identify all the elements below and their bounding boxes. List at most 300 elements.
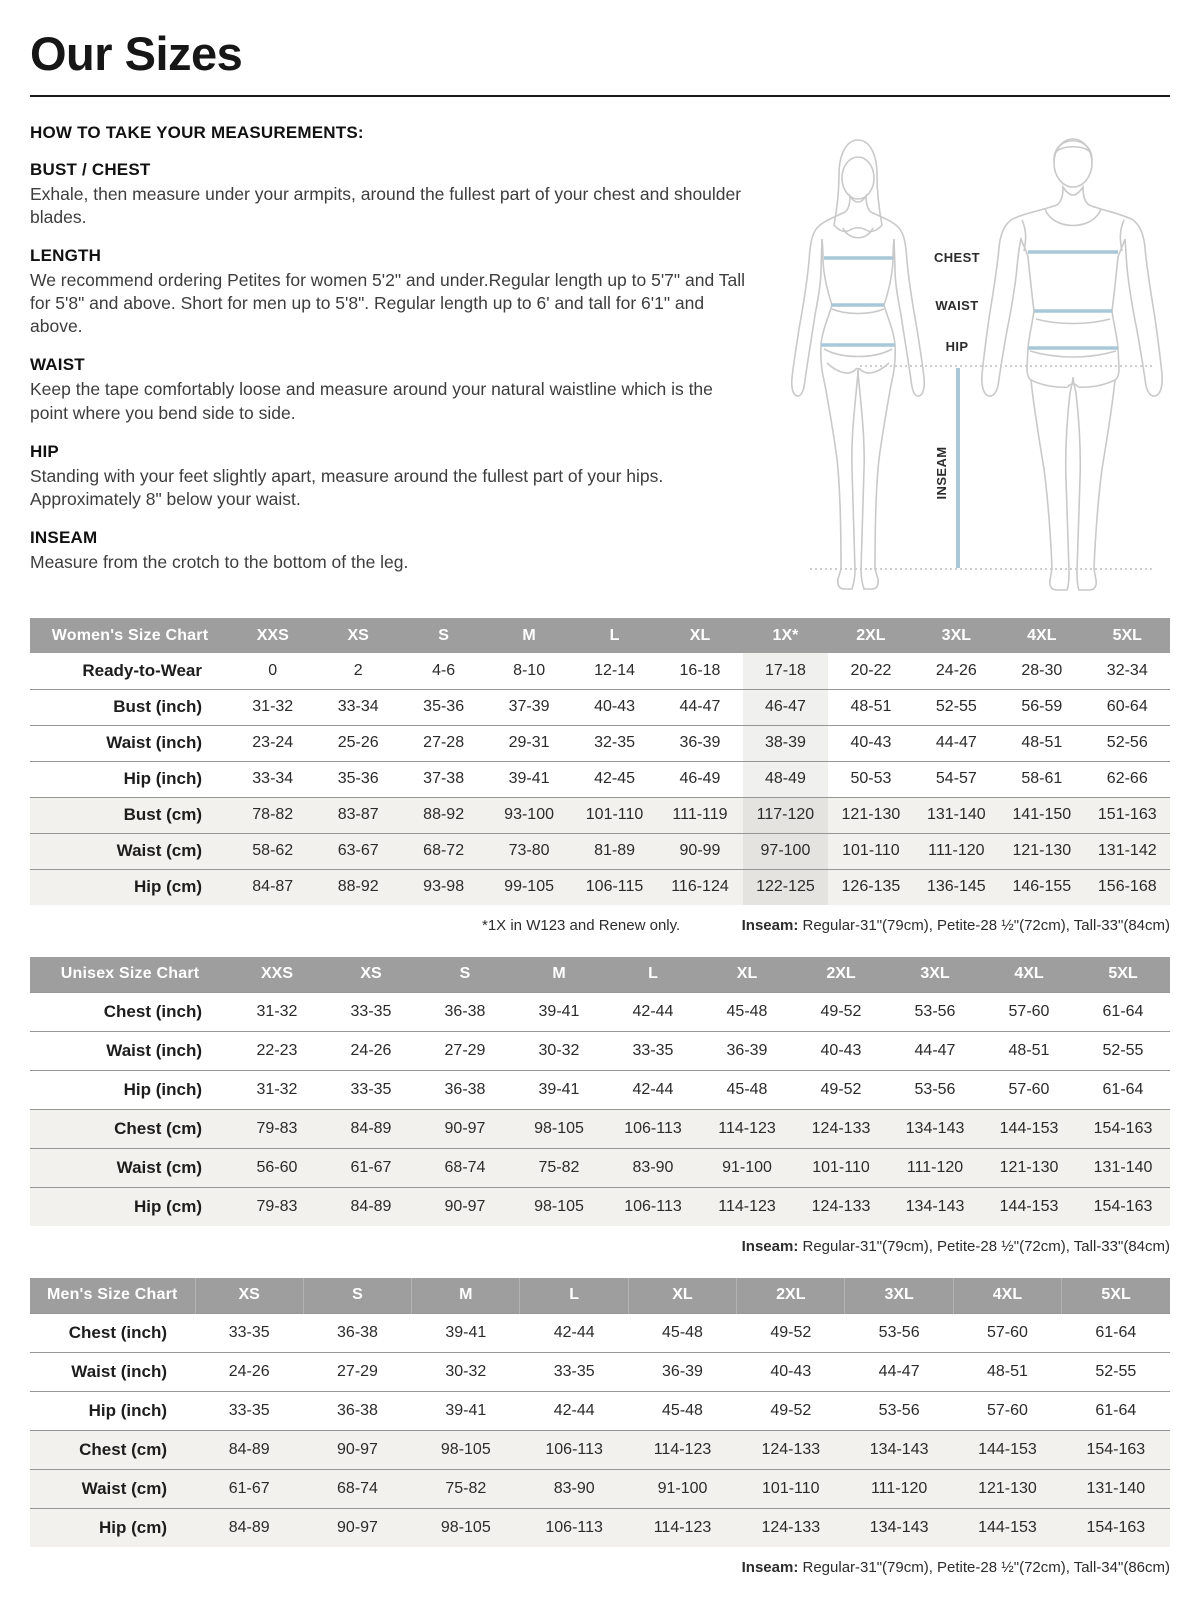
size-cell: 32-35 (594, 734, 635, 751)
woman-outline (792, 140, 925, 589)
size-cell: 61-64 (1102, 1002, 1144, 1020)
table-row (30, 1148, 1170, 1187)
table-row (30, 797, 1170, 833)
row-label: Waist (cm) (81, 1478, 167, 1498)
size-cell: 33-35 (632, 1041, 674, 1059)
column-header: XL (700, 957, 794, 992)
table-header-row (30, 957, 1170, 992)
size-cell: 35-36 (423, 698, 465, 715)
inseam-note-text: Regular-31"(79cm), Petite-28 ½"(72cm), Tall-33"(84cm) (798, 917, 1170, 934)
column-header: 5XL (1085, 618, 1170, 653)
unisex-size-chart (30, 957, 1170, 1226)
woman-body (792, 196, 925, 589)
size-cell: 84-89 (228, 1440, 270, 1458)
size-cell: 54-57 (935, 770, 977, 787)
section-inseam (30, 528, 754, 574)
size-cell: 93-98 (423, 878, 465, 896)
section-title: INSEAM (30, 527, 98, 547)
row-label: Hip (cm) (134, 1196, 202, 1216)
size-cell: 146-155 (1012, 878, 1072, 896)
size-cell: 98-105 (534, 1119, 584, 1137)
size-cell: 58-62 (252, 842, 294, 859)
size-cell: 33-35 (228, 1323, 270, 1341)
column-header: M (486, 618, 571, 653)
size-cell: 53-56 (878, 1323, 920, 1341)
size-cell: 37-38 (423, 770, 465, 787)
size-cell: 154-163 (1086, 1518, 1146, 1536)
size-cell: 61-67 (228, 1479, 270, 1497)
size-cell: 122-125 (743, 869, 828, 905)
mens-table-notes (30, 1559, 1170, 1576)
woman-face (842, 157, 874, 199)
size-cell: 40-43 (770, 1362, 812, 1380)
size-cell: 44-47 (935, 734, 977, 751)
section-title: BUST / CHEST (30, 160, 151, 179)
womens-inseam-note (742, 917, 1170, 934)
size-cell: 48-51 (987, 1362, 1028, 1380)
size-cell: 90-97 (444, 1119, 486, 1137)
size-cell: 106-113 (624, 1197, 682, 1215)
size-cell: 17-18 (743, 653, 828, 689)
row-label: Hip (cm) (134, 877, 202, 897)
column-header: 2XL (737, 1278, 845, 1313)
size-cell: 20-22 (850, 661, 892, 679)
woman-neckline (843, 228, 873, 238)
inseam-note-label: Inseam: (741, 1238, 799, 1255)
size-cell: 46-47 (743, 689, 828, 725)
size-cell: 111-119 (672, 806, 728, 823)
size-cell: 61-64 (1102, 1080, 1144, 1098)
size-cell: 97-100 (743, 833, 828, 869)
size-cell: 49-52 (770, 1323, 812, 1341)
row-label: Chest (cm) (79, 1439, 167, 1459)
column-header: L (520, 1278, 628, 1313)
table-row (30, 1469, 1170, 1508)
size-cell: 154-163 (1086, 1440, 1146, 1458)
size-cell: 57-60 (1008, 1080, 1050, 1098)
size-cell: 131-140 (926, 806, 986, 823)
size-cell: 52-55 (1102, 1041, 1144, 1059)
section-body: Standing with your feet slightly apart, measure around the fullest part of your hips. Approximately 8" below your waist. (30, 465, 664, 509)
size-cell: 35-36 (337, 770, 379, 787)
section-body: Measure from the crotch to the bottom of the leg. (30, 551, 409, 572)
column-header: 5XL (1076, 957, 1170, 992)
size-cell: 114-123 (718, 1197, 776, 1215)
column-header: S (303, 1278, 411, 1313)
table-row (30, 1352, 1170, 1391)
man-hair (1054, 141, 1092, 161)
size-cell: 16-18 (679, 661, 721, 679)
size-cell: 124-133 (761, 1518, 821, 1536)
row-label: Waist (cm) (116, 1157, 202, 1177)
unisex-table-notes (30, 1238, 1170, 1255)
row-label: Bust (cm) (123, 805, 202, 824)
column-header: XS (315, 618, 400, 653)
column-header: XXS (230, 957, 324, 992)
size-cell: 99-105 (504, 878, 554, 896)
size-cell: 121-130 (978, 1479, 1037, 1497)
size-cell: 49-52 (820, 1002, 862, 1020)
section-bust-chest (30, 160, 754, 229)
size-cell: 8-10 (513, 661, 546, 679)
size-cell: 52-55 (1095, 1362, 1137, 1380)
womens-table-notes (30, 917, 1170, 934)
woman-bottom-waistband (824, 349, 892, 357)
table-header-row (30, 618, 1170, 653)
size-cell: 144-153 (978, 1440, 1037, 1458)
size-cell: 48-49 (743, 761, 828, 797)
size-cell: 32-34 (1106, 661, 1148, 679)
size-cell: 33-34 (337, 698, 379, 715)
size-cell: 25-26 (337, 734, 379, 751)
size-cell: 91-100 (722, 1158, 772, 1176)
size-cell: 40-43 (820, 1041, 862, 1059)
size-cell: 36-38 (337, 1401, 378, 1419)
size-cell: 134-143 (869, 1440, 929, 1458)
row-label: Waist (cm) (116, 841, 202, 860)
size-cell: 68-74 (337, 1479, 378, 1497)
size-cell: 0 (268, 661, 278, 679)
size-cell: 31-32 (256, 1002, 298, 1020)
size-cell: 141-150 (1012, 806, 1072, 823)
column-header: 4XL (953, 1278, 1061, 1313)
size-cell: 111-120 (906, 1158, 964, 1176)
size-cell: 151-163 (1097, 806, 1157, 823)
section-body: We recommend ordering Petites for women 5'2" and under.Regular length up to 5'7" and Tall for 5'8" and above. Short for men up to 5'8". Regular length up to 6' and tall for 6'1" and above. (30, 270, 745, 337)
size-cell: 36-39 (726, 1041, 768, 1059)
size-cell: 83-90 (632, 1158, 674, 1176)
size-cell: 52-56 (1106, 734, 1148, 751)
column-header: 2XL (828, 618, 913, 653)
column-header: S (401, 618, 486, 653)
size-cell: 75-82 (445, 1479, 487, 1497)
size-cell: 36-38 (444, 1002, 486, 1020)
column-header: 3XL (888, 957, 982, 992)
size-cell: 33-35 (553, 1362, 595, 1380)
size-cell: 33-35 (350, 1080, 392, 1098)
column-header: 4XL (999, 618, 1084, 653)
size-cell: 31-32 (256, 1080, 298, 1098)
size-cell: 68-74 (444, 1158, 486, 1176)
inseam-note-label: Inseam: (741, 1559, 799, 1576)
size-cell: 75-82 (538, 1158, 580, 1176)
size-cell: 44-47 (878, 1362, 920, 1380)
page-title: Our Sizes (30, 27, 243, 80)
table-row (30, 1187, 1170, 1226)
section-length (30, 246, 754, 338)
size-cell: 57-60 (987, 1401, 1028, 1419)
column-header: 1X* (743, 618, 828, 653)
size-cell: 111-120 (928, 842, 985, 859)
size-cell: 144-153 (978, 1518, 1037, 1536)
size-cell: 61-64 (1095, 1401, 1137, 1419)
mens-inseam-note (742, 1559, 1170, 1576)
womens-size-chart (30, 618, 1170, 905)
size-cell: 52-55 (935, 698, 977, 715)
size-cell: 78-82 (252, 806, 294, 823)
size-cell: 49-52 (820, 1080, 862, 1098)
size-cell: 134-143 (869, 1518, 929, 1536)
table-title: Unisex Size Chart (30, 957, 230, 992)
size-cell: 114-123 (653, 1440, 712, 1458)
column-header: 3XL (845, 1278, 953, 1313)
size-cell: 24-26 (935, 661, 977, 679)
column-header: XS (324, 957, 418, 992)
column-header: L (606, 957, 700, 992)
size-cell: 93-100 (504, 806, 554, 823)
size-cell: 88-92 (423, 806, 465, 823)
section-title: LENGTH (30, 246, 102, 266)
size-cell: 37-39 (508, 698, 550, 715)
size-cell: 91-100 (657, 1479, 708, 1497)
body-measurement-figure (760, 121, 1170, 591)
size-cell: 83-87 (337, 806, 379, 823)
size-cell: 49-52 (770, 1401, 812, 1419)
size-cell: 30-32 (538, 1041, 580, 1059)
size-cell: 154-163 (1093, 1119, 1153, 1137)
table-row (30, 1109, 1170, 1148)
inseam-note-text: Regular-31"(79cm), Petite-28 ½"(72cm), Tall-33"(84cm) (798, 1238, 1170, 1255)
table-row (30, 869, 1170, 905)
column-header: S (418, 957, 512, 992)
column-header: M (412, 1278, 520, 1313)
size-cell: 48-51 (1021, 734, 1063, 751)
mens-size-chart (30, 1278, 1170, 1547)
size-cell: 73-80 (508, 842, 550, 859)
size-cell: 24-26 (228, 1362, 270, 1380)
table-row (30, 653, 1170, 689)
size-cell: 36-38 (444, 1080, 486, 1098)
man-armholes (1022, 220, 1124, 251)
size-cell: 42-44 (553, 1323, 595, 1341)
size-cell: 81-89 (594, 842, 635, 859)
table-row (30, 833, 1170, 869)
size-cell: 57-60 (1008, 1002, 1050, 1020)
intro-section (30, 121, 1170, 596)
column-header: 2XL (794, 957, 888, 992)
man-body (982, 187, 1162, 590)
unisex-inseam-note (742, 1238, 1170, 1255)
man-shorts-waistband (1030, 351, 1116, 357)
size-cell: 84-89 (350, 1197, 392, 1215)
row-label: Bust (inch) (113, 697, 202, 716)
size-cell: 28-30 (1021, 661, 1063, 679)
size-cell: 39-41 (445, 1323, 487, 1341)
man-neckline (1045, 209, 1101, 226)
table-row (30, 1391, 1170, 1430)
size-cell: 38-39 (743, 725, 828, 761)
waist-label: WAIST (935, 298, 979, 313)
inseam-note-text: Regular-31"(79cm), Petite-28 ½"(72cm), Tall-34"(86cm) (798, 1559, 1170, 1576)
section-title: HIP (30, 441, 59, 461)
section-body: Exhale, then measure under your armpits, around the fullest part of your chest and shoulder blades. (30, 184, 742, 228)
size-cell: 68-72 (423, 842, 465, 859)
size-cell: 90-99 (679, 842, 721, 859)
size-cell: 48-51 (850, 698, 892, 715)
column-header: L (572, 618, 657, 653)
table-header-row (30, 1278, 1170, 1313)
table-row (30, 1313, 1170, 1352)
size-cell: 44-47 (679, 698, 721, 715)
womens-footnote: *1X in W123 and Renew only. (482, 917, 681, 934)
size-cell: 98-105 (534, 1197, 584, 1215)
man-top-hem (1036, 319, 1110, 324)
size-cell: 39-41 (508, 770, 550, 787)
size-cell: 144-153 (999, 1197, 1059, 1215)
size-cell: 90-97 (444, 1197, 486, 1215)
size-cell: 106-113 (545, 1518, 603, 1536)
size-cell: 31-32 (252, 698, 294, 715)
size-cell: 40-43 (594, 698, 635, 715)
size-cell: 131-140 (1093, 1158, 1153, 1176)
size-cell: 39-41 (538, 1080, 580, 1098)
size-cell: 106-115 (585, 878, 644, 896)
size-cell: 42-45 (594, 770, 635, 787)
size-cell: 4-6 (432, 661, 456, 679)
size-cell: 30-32 (445, 1362, 487, 1380)
column-header: 4XL (982, 957, 1076, 992)
size-cell: 114-123 (718, 1119, 776, 1137)
column-header: XS (195, 1278, 303, 1313)
section-title: WAIST (30, 355, 85, 375)
size-cell: 57-60 (987, 1323, 1028, 1341)
size-cell: 53-56 (914, 1080, 956, 1098)
section-body: Keep the tape comfortably loose and measure around your natural waistline which is the point where you bend side to side. (30, 379, 713, 423)
size-cell: 126-135 (841, 878, 901, 896)
size-cell: 114-123 (653, 1518, 712, 1536)
table-row (30, 992, 1170, 1031)
size-cell: 121-130 (1012, 842, 1072, 859)
measurement-diagram (760, 121, 1170, 596)
size-cell: 124-133 (811, 1119, 871, 1137)
row-label: Chest (cm) (114, 1118, 202, 1138)
size-cell: 98-105 (440, 1440, 491, 1458)
column-header: 3XL (914, 618, 999, 653)
size-cell: 24-26 (350, 1041, 392, 1059)
size-cell: 131-140 (1086, 1479, 1146, 1497)
table-row (30, 725, 1170, 761)
size-cell: 22-23 (256, 1041, 298, 1059)
size-cell: 45-48 (726, 1080, 768, 1098)
size-cell: 101-110 (842, 842, 900, 859)
column-header: M (512, 957, 606, 992)
table-row (30, 1031, 1170, 1070)
size-cell: 40-43 (850, 734, 892, 751)
size-cell: 27-28 (423, 734, 465, 751)
size-cell: 42-44 (553, 1401, 595, 1419)
size-cell: 101-110 (762, 1479, 820, 1497)
chest-label: CHEST (933, 250, 981, 265)
size-cell: 53-56 (878, 1401, 920, 1419)
size-cell: 23-24 (252, 734, 294, 751)
size-cell: 56-59 (1021, 698, 1063, 715)
size-cell: 33-34 (252, 770, 294, 787)
table-row (30, 1508, 1170, 1547)
table-row (30, 689, 1170, 725)
man-hairline (1056, 147, 1090, 152)
row-label: Chest (inch) (103, 1001, 202, 1021)
size-cell: 44-47 (914, 1041, 956, 1059)
size-cell: 45-48 (662, 1323, 703, 1341)
size-cell: 61-64 (1095, 1323, 1137, 1341)
how-to-measure-text (30, 121, 754, 596)
woman-hair (834, 140, 882, 231)
size-cell: 36-38 (337, 1323, 378, 1341)
table-title: Men's Size Chart (30, 1278, 195, 1313)
size-cell: 84-89 (228, 1518, 270, 1536)
size-cell: 106-113 (624, 1119, 682, 1137)
title-divider (30, 95, 1170, 97)
column-header: 5XL (1062, 1278, 1170, 1313)
table-row (30, 1070, 1170, 1109)
section-waist (30, 355, 754, 424)
row-label: Hip (inch) (123, 769, 202, 788)
size-cell: 88-92 (337, 878, 379, 896)
size-cell: 29-31 (508, 734, 550, 751)
column-header: XL (657, 618, 742, 653)
size-cell: 61-67 (350, 1158, 392, 1176)
size-cell: 12-14 (594, 661, 635, 679)
size-cell: 39-41 (445, 1401, 487, 1419)
size-cell: 58-61 (1021, 770, 1063, 787)
size-cell: 45-48 (662, 1401, 703, 1419)
table-row (30, 761, 1170, 797)
size-cell: 154-163 (1093, 1197, 1153, 1215)
size-cell: 101-110 (812, 1158, 870, 1176)
row-label: Hip (inch) (88, 1400, 167, 1420)
size-cell: 79-83 (256, 1119, 298, 1137)
size-cell: 39-41 (538, 1002, 580, 1020)
size-cell: 62-66 (1106, 770, 1148, 787)
size-cell: 48-51 (1008, 1041, 1050, 1059)
size-cell: 116-124 (671, 878, 729, 896)
section-hip (30, 442, 754, 511)
row-label: Waist (inch) (71, 1361, 167, 1381)
size-cell: 136-145 (926, 878, 986, 896)
row-label: Hip (inch) (123, 1079, 202, 1099)
row-label: Waist (inch) (106, 733, 202, 752)
size-cell: 84-89 (350, 1119, 392, 1137)
column-header: XL (628, 1278, 736, 1313)
size-cell: 124-133 (761, 1440, 821, 1458)
size-cell: 111-120 (870, 1479, 928, 1497)
size-cell: 131-142 (1097, 842, 1157, 859)
size-cell: 79-83 (256, 1197, 298, 1215)
size-cell: 156-168 (1097, 878, 1157, 896)
size-cell: 27-29 (337, 1362, 378, 1380)
size-cell: 36-39 (662, 1362, 703, 1380)
row-label: Ready-to-Wear (82, 660, 202, 680)
size-cell: 101-110 (585, 806, 644, 823)
size-cell: 36-39 (679, 734, 721, 751)
size-cell: 83-90 (553, 1479, 595, 1497)
size-cell: 56-60 (256, 1158, 298, 1176)
size-cell: 33-35 (350, 1002, 392, 1020)
inseam-note-label: Inseam: (741, 917, 799, 934)
size-cell: 63-67 (337, 842, 379, 859)
table-row (30, 1430, 1170, 1469)
size-cell: 106-113 (545, 1440, 603, 1458)
size-cell: 45-48 (726, 1002, 768, 1020)
size-cell: 134-143 (905, 1197, 965, 1215)
size-cell: 50-53 (850, 770, 892, 787)
man-outline (982, 139, 1162, 590)
how-to-heading: HOW TO TAKE YOUR MEASUREMENTS: (30, 123, 364, 142)
size-cell: 117-120 (743, 797, 828, 833)
hip-label: HIP (945, 339, 969, 354)
row-label: Waist (inch) (106, 1040, 202, 1060)
size-cell: 124-133 (811, 1197, 871, 1215)
